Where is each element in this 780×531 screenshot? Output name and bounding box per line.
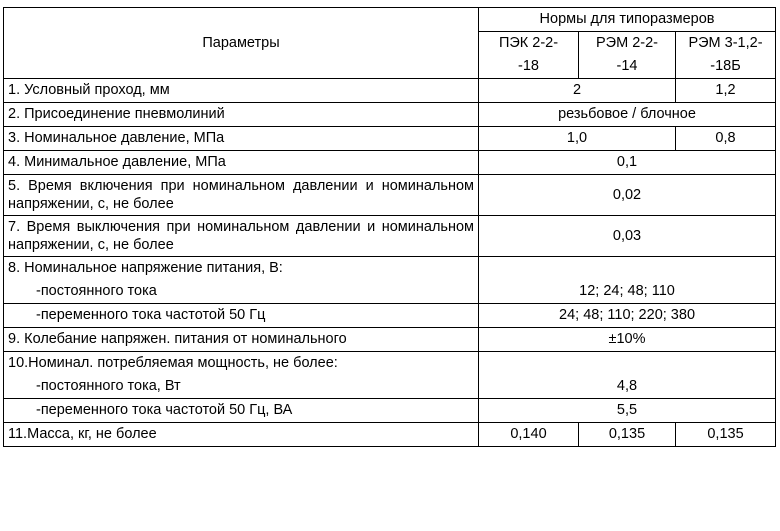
type-rem312-line2: -18Б (676, 55, 776, 79)
value-cell (479, 257, 776, 281)
param-label: 10.Номинал. потребляемая мощность, не более: (4, 352, 479, 376)
value-cell: 5,5 (479, 399, 776, 423)
type-rem22-line1: РЭМ 2-2- (579, 32, 676, 56)
value-cell: 0,03 (479, 216, 776, 257)
param-sublabel: -постоянного тока, Вт (4, 375, 479, 399)
type-rem22-line2: -14 (579, 55, 676, 79)
row-mass (4, 423, 776, 447)
value-cell: ±10% (479, 328, 776, 352)
row-connection (4, 103, 776, 127)
row-supply-voltage-dc (4, 280, 776, 304)
type-rem312-line1: РЭМ 3-1,2- (676, 32, 776, 56)
value-cell: 0,1 (479, 151, 776, 175)
param-label: 9. Колебание напряжен. питания от номинального (4, 328, 479, 352)
row-voltage-fluctuation (4, 328, 776, 352)
row-power-ac (4, 399, 776, 423)
param-label: 4. Минимальное давление, МПа (4, 151, 479, 175)
value-cell: 0,135 (579, 423, 676, 447)
type-pek-line2: -18 (479, 55, 579, 79)
row-nominal-pressure (4, 127, 776, 151)
header-row-1 (4, 8, 776, 32)
value-cell: 24; 48; 110; 220; 380 (479, 304, 776, 328)
value-cell: 12; 24; 48; 110 (479, 280, 776, 304)
row-switch-on-time (4, 175, 776, 216)
param-label: 11.Масса, кг, не более (4, 423, 479, 447)
row-nominal-bore (4, 79, 776, 103)
norms-header: Нормы для типоразмеров (479, 8, 776, 32)
value-cell: 0,8 (676, 127, 776, 151)
row-min-pressure (4, 151, 776, 175)
row-power (4, 352, 776, 376)
value-cell: 1,0 (479, 127, 676, 151)
param-label: 3. Номинальное давление, МПа (4, 127, 479, 151)
value-cell: 2 (479, 79, 676, 103)
row-switch-off-time (4, 216, 776, 257)
param-label: 8. Номинальное напряжение питания, В: (4, 257, 479, 281)
type-pek-line1: ПЭК 2-2- (479, 32, 579, 56)
value-cell (479, 352, 776, 376)
param-label: 5. Время включения при номинальном давлении и номинальном напряжении, с, не более (4, 175, 479, 216)
value-cell: 4,8 (479, 375, 776, 399)
value-cell: 0,02 (479, 175, 776, 216)
value-cell: резьбовое / блочное (479, 103, 776, 127)
row-supply-voltage-ac (4, 304, 776, 328)
specification-table (3, 7, 776, 447)
param-sublabel: -переменного тока частотой 50 Гц (4, 304, 479, 328)
param-label: 1. Условный проход, мм (4, 79, 479, 103)
row-supply-voltage (4, 257, 776, 281)
param-label: 7. Время выключения при номинальном давлении и номинальном напряжении, с, не более (4, 216, 479, 257)
parameters-header: Параметры (4, 8, 479, 79)
row-power-dc (4, 375, 776, 399)
param-sublabel: -постоянного тока (4, 280, 479, 304)
param-sublabel: -переменного тока частотой 50 Гц, ВА (4, 399, 479, 423)
value-cell: 0,140 (479, 423, 579, 447)
value-cell: 1,2 (676, 79, 776, 103)
value-cell: 0,135 (676, 423, 776, 447)
param-label: 2. Присоединение пневмолиний (4, 103, 479, 127)
